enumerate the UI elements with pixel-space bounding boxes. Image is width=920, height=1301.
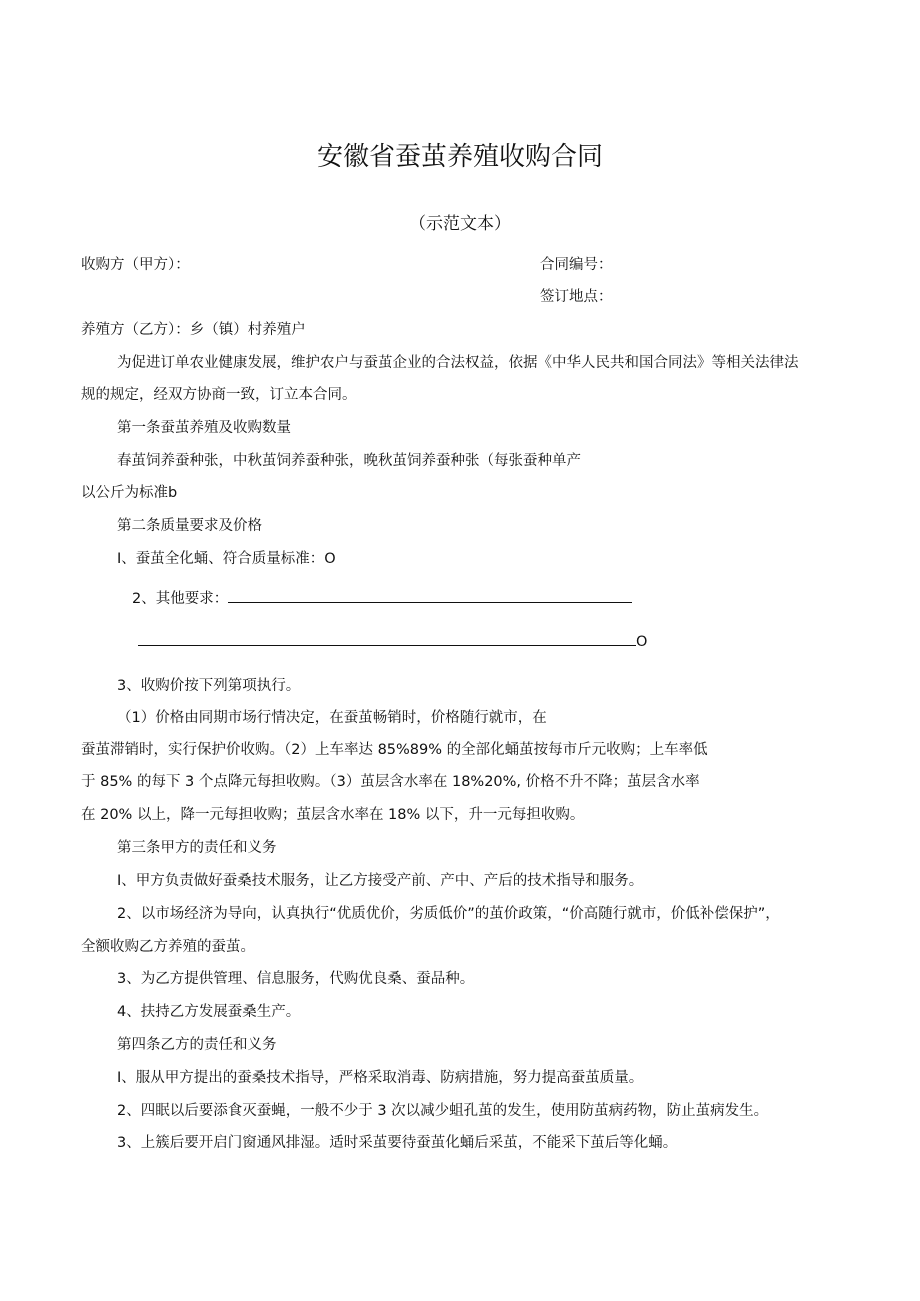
- buyer-label: 收购方（甲方）：: [81, 257, 190, 273]
- other-requirements-blank-2[interactable]: [138, 631, 636, 646]
- article-2-price-line-2: 蚕茧滞销时，实行保护价收购。（2）上车率达 85%89% 的全部化蛹茧按每市斤元收购；上车率低: [81, 742, 708, 758]
- farmer-label: 养殖方（乙方）：乡（镇）村养殖户: [81, 322, 306, 338]
- article-2-price-line-3: 于 85% 的每下 3 个点降元每担收购。（3）茧层含水率在 18%20%, 价格不升不降；茧层含水率: [81, 774, 700, 790]
- article-2-item-1: I、蚕茧全化蛹、符合质量标准：O: [117, 551, 336, 567]
- article-2-item-3: 3、收购价按下列第项执行。: [117, 678, 301, 694]
- article-3-item-2b: 全额收购乙方养殖的蚕茧。: [81, 939, 255, 955]
- article-3-item-2a: 2、以市场经济为导向，认真执行“优质优价，劣质低价”的茧价政策，“价高随行就市，价低补偿保护”，: [117, 906, 780, 922]
- article-3-item-3: 3、为乙方提供管理、信息服务，代购优良桑、蚕品种。: [117, 971, 475, 987]
- document-subtitle: （示范文本）: [409, 214, 511, 234]
- sign-place-label: 签订地点：: [540, 289, 613, 305]
- other-requirements-label: 2、其他要求：: [132, 591, 229, 607]
- article-3-title: 第三条甲方的责任和义务: [117, 840, 277, 856]
- article-4-item-3: 3、上簇后要开启门窗通风排湿。适时采茧要待蚕茧化蛹后采茧，不能采下茧后等化蛹。: [117, 1135, 678, 1151]
- intro-line-1: 为促进订单农业健康发展，维护农户与蚕茧企业的合法权益，依据《中华人民共和国合同法》等相关法律法: [117, 355, 799, 371]
- contract-no-label: 合同编号：: [540, 257, 613, 273]
- article-4-item-2: 2、四眠以后要添食灭蚕蝇，一般不少于 3 次以减少蛆孔茧的发生，使用防茧病药物，防止茧病发生。: [117, 1103, 769, 1119]
- article-3-item-4: 4、扶持乙方发展蚕桑生产。: [117, 1004, 301, 1020]
- article-4-item-1: I、服从甲方提出的蚕桑技术指导，严格采取消毒、防病措施，努力提高蚕茧质量。: [117, 1070, 644, 1086]
- article-3-item-1: I、甲方负责做好蚕桑技术服务，让乙方接受产前、产中、产后的技术指导和服务。: [117, 873, 644, 889]
- intro-line-2: 规的规定，经双方协商一致，订立本合同。: [81, 387, 357, 403]
- article-1-title: 第一条蚕茧养殖及收购数量: [117, 420, 291, 436]
- other-requirements-end: O: [636, 634, 648, 650]
- article-1-line-1: 春茧饲养蚕种张，中秋茧饲养蚕种张，晚秋茧饲养蚕种张（每张蚕种单产: [117, 453, 581, 469]
- article-2-price-line-4: 在 20% 以上，降一元每担收购；茧层含水率在 18% 以下，升一元每担收购。: [81, 807, 585, 823]
- other-requirements-blank-1[interactable]: [228, 588, 632, 603]
- article-2-item-2-continued: [138, 631, 647, 652]
- article-1-line-2: 以公斤为标准b: [81, 485, 178, 501]
- article-4-title: 第四条乙方的责任和义务: [117, 1037, 277, 1053]
- document-title: 安徽省蚕茧养殖收购合同: [316, 142, 603, 172]
- article-2-price-line-1: （1）价格由同期市场行情决定，在蚕茧畅销时，价格随行就市，在: [117, 710, 547, 726]
- article-2-title: 第二条质量要求及价格: [117, 518, 262, 534]
- article-2-item-2: [132, 588, 632, 609]
